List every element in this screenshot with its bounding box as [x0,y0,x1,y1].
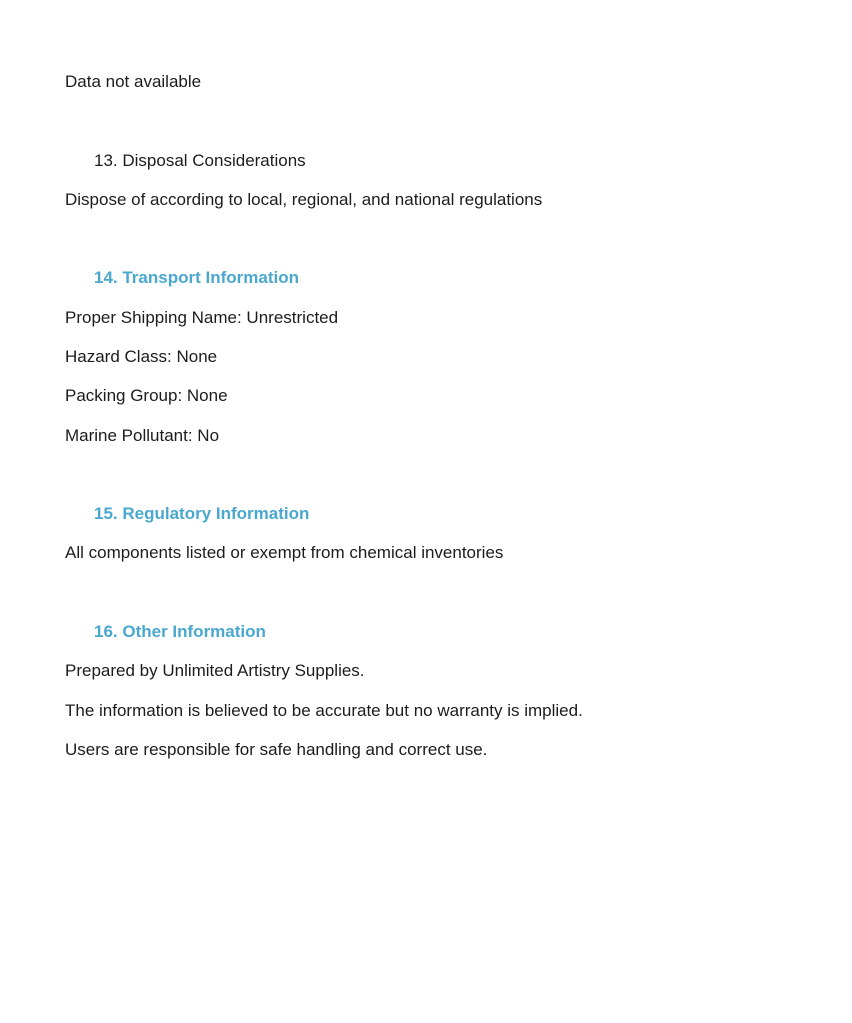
transport-shipping-name: Proper Shipping Name: Unrestricted [65,308,339,327]
section-heading-disposal: 13. Disposal Considerations [94,151,306,170]
data-not-available-note: Data not available [65,72,202,91]
section-heading-transport: 14. Transport Information [94,268,299,287]
disposal-text: Dispose of according to local, regional, and national regulations [65,190,543,209]
section-heading-other: 16. Other Information [94,622,266,641]
other-user-responsibility: Users are responsible for safe handling and correct use. [65,740,488,759]
other-prepared-by: Prepared by Unlimited Artistry Supplies. [65,661,365,680]
regulatory-text: All components listed or exempt from chemical inventories [65,543,504,562]
transport-packing-group: Packing Group: None [65,386,228,405]
transport-marine-pollutant: Marine Pollutant: No [65,426,220,445]
transport-hazard-class: Hazard Class: None [65,347,218,366]
other-warranty-disclaimer: The information is believed to be accurate but no warranty is implied. [65,701,583,720]
section-heading-regulatory: 15. Regulatory Information [94,504,310,523]
